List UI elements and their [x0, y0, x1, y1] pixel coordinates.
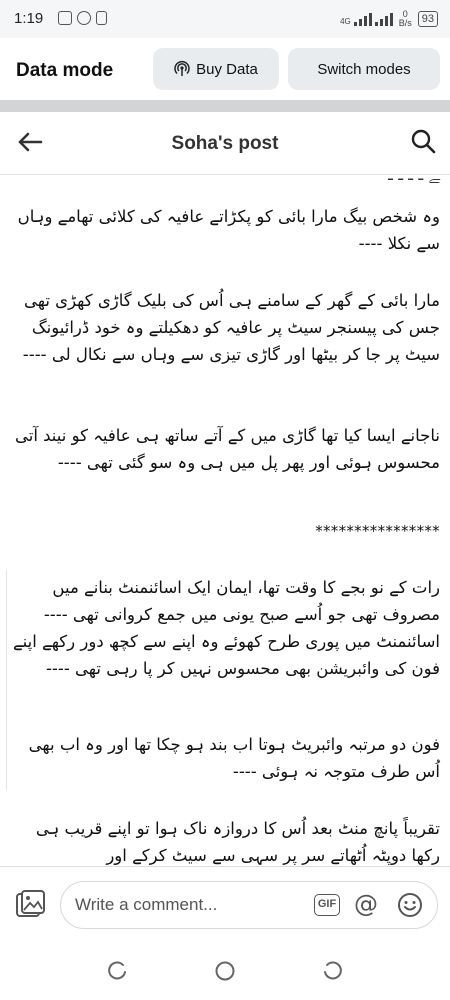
paragraph: مارا بائی کے گھر کے سامنے ہی اُس کی بلیک گاڑی کھڑی تھی جس کی پیسنجر سیٹ پر عافیہ کو دھکیلتے وہ خود ڈرائیونگ سیٹ پر جا کر بیٹھا اور گاڑی تیزی سے وہاں سے نکال لی ----: [22, 291, 440, 364]
search-icon[interactable]: [410, 128, 436, 154]
separator-stars: ****************: [315, 522, 440, 540]
gallery-icon: [58, 11, 72, 25]
switch-modes-button[interactable]: [288, 48, 440, 90]
switch-modes-label: Switch modes: [317, 60, 411, 78]
buy-data-label: Buy Data: [196, 60, 258, 78]
battery-indicator: 93: [418, 11, 438, 27]
photo-icon[interactable]: [14, 889, 46, 921]
status-time: 1:19: [14, 10, 44, 27]
buy-data-button[interactable]: [153, 48, 279, 90]
network-type: 4G: [340, 17, 351, 26]
post-content: [0, 165, 450, 865]
home-icon[interactable]: [214, 960, 236, 982]
section-divider: [0, 100, 450, 112]
paragraph: تقریباً پانچ منٹ بعد اُس کا دروازہ ناک ہوا تو اپنے قریب ہی رکھا دوپٹہ اُٹھاتے سر پر سہی سے سیٹ کرکے اور: [35, 819, 440, 865]
comment-placeholder: Write a comment...: [75, 895, 218, 914]
system-nav-bar: [0, 942, 450, 1000]
notification-icon: [96, 11, 107, 25]
paragraph: ناجانے ایسا کیا تھا گاڑی میں کے آتے ساتھ ہی عافیہ کو نیند آتی محسوس ہوئی اور پھر پل میں ہی وہ سو گئی تھی ----: [14, 426, 440, 472]
signal-icon-2: [375, 12, 393, 26]
gif-button[interactable]: GIF: [314, 894, 340, 916]
paragraph-cut-top: ﮯ ـ ـ ـ ـ: [388, 165, 440, 184]
data-rate: 0 B/s: [398, 9, 412, 28]
status-bar: [0, 0, 450, 38]
edge-indicator: [0, 570, 7, 790]
emoji-icon[interactable]: [397, 892, 423, 918]
whatsapp-icon: [77, 11, 91, 25]
comment-bar: [0, 866, 450, 943]
paragraph: وہ شخص بیگ مارا بائی کو پکڑاتے عافیہ کی کلائی تھامے وہاں سے نکلا ----: [17, 207, 440, 253]
broadcast-icon: [174, 61, 190, 77]
back-nav-icon[interactable]: [322, 960, 344, 982]
comment-input[interactable]: [60, 881, 438, 929]
signal-group: [340, 12, 393, 26]
page-title: Soha's post: [171, 133, 279, 154]
data-mode-title: Data mode: [16, 60, 114, 81]
mention-button[interactable]: @: [354, 890, 378, 918]
recent-apps-icon[interactable]: [106, 960, 128, 982]
signal-icon: [354, 12, 372, 26]
data-mode-bar: [0, 38, 450, 100]
paragraph: فون دو مرتبہ وائبریٹ ہوتا اب بند ہو چکا تھا اور وہ اب بھی اُس طرف متوجہ نہ ہوئی ----: [28, 735, 440, 781]
paragraph: رات کے نو بجے کا وقت تھا، ایمان ایک اسائنمنٹ بنانے میں مصروف تھی جو اُسے صبح یونی میں جمع کروانی تھی ---- اسائنمنٹ میں پوری طرح کھوئے وہ اپنے سے کچھ دور رکھے اپنے فون کی وائبریشن بھی محسوس نہیں کر پا رہی تھی ----: [12, 578, 440, 678]
